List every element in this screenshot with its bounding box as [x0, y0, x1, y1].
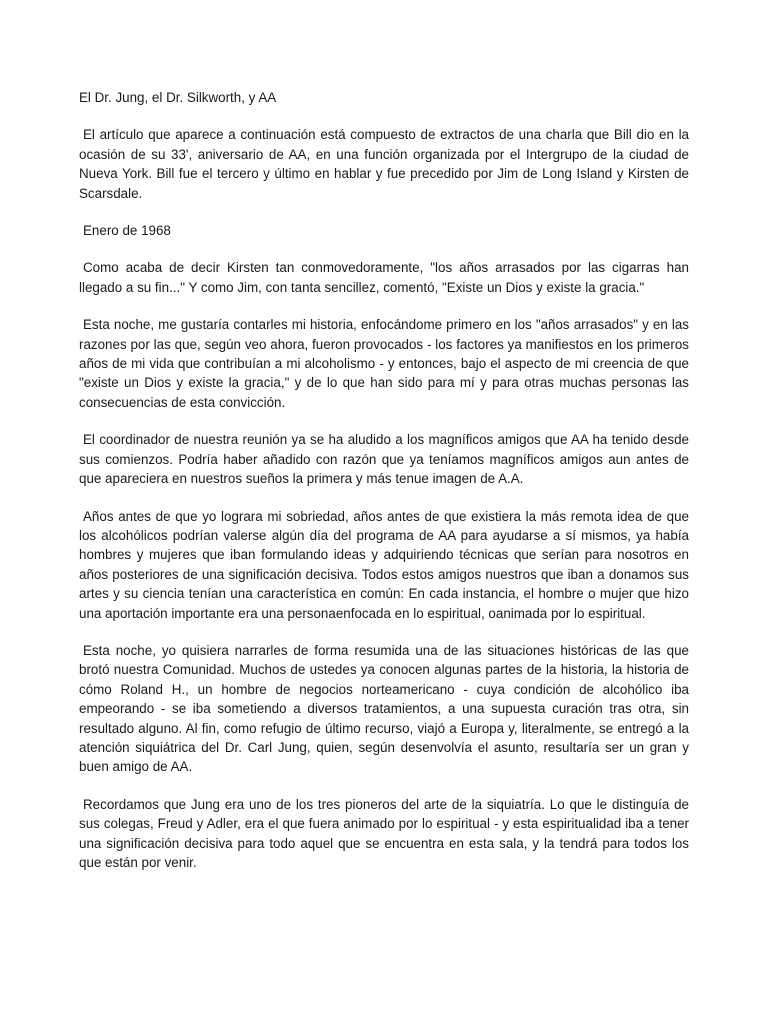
- body-paragraph: Recordamos que Jung era uno de los tres pioneros del arte de la siquiatría. Lo que le distinguía de sus colegas, Freud y Adler, era el que fuera animado por lo espiritual - y esta espiritualidad iba a tener una significación decisiva para todo aquel que se encuentra en esta sala, y la tendrá para todos los que están por venir.: [79, 796, 689, 870]
- document-title: El Dr. Jung, el Dr. Silkworth, y AA: [79, 90, 277, 105]
- body-paragraph: Esta noche, me gustaría contarles mi historia, enfocándome primero en los "años arrasados" y en las razones por las que, según veo ahora, fueron provocados - los factores ya manifiestos en los primeros años de mi vida que contribuían a mi alcoholismo - y entonces, bajo el aspecto de mi creencia de que "existe un Dios y existe la gracia," y de lo que han sido para mí y para otras muchas personas las consecuencias de esta convicción.: [79, 317, 689, 410]
- intro-paragraph: El artículo que aparece a continuación está compuesto de extractos de una charla que Bill dio en la ocasión de su 33', aniversario de AA, en una función organizada por el Intergrupo de la ciudad de Nueva York. Bill fue el tercero y último en hablar y fue precedido por Jim de Long Island y Kirsten de Scarsdale.: [79, 127, 689, 201]
- body-paragraph: Años antes de que yo lograra mi sobriedad, años antes de que existiera la más remota idea de que los alcohólicos podrían valerse algún día del programa de AA para ayudarse a sí mismos, ya había hombres y mujeres que iban formulando ideas y adquiriendo técnicas que serían para nosotros en años posteriores de una significación decisiva. Todos estos amigos nuestros que iban a donamos sus artes y su ciencia tenían una característica en común: En cada instancia, el hombre o mujer que hizo una aportación importante era una personaenfocada en lo espiritual, oanimada por lo espiritual.: [79, 508, 689, 621]
- body-paragraph: Esta noche, yo quisiera narrarles de forma resumida una de las situaciones históricas de las que brotó nuestra Comunidad. Muchos de ustedes ya conocen algunas partes de la historia, la historia de cómo Roland H., un hombre de negocios norteamericano - cuya condición de alcohólico iba empeorando - se iba sometiendo a diversos tratamientos, a una supuesta curación tras otra, sin resultado alguno. Al fin, como refugio de último recurso, viajó a Europa y, literalmente, se entregó a la atención siquiátrica del Dr. Carl Jung, quien, según desenvolvía el asunto, resultaría ser un gran y buen amigo de AA.: [79, 642, 689, 775]
- date-line: Enero de 1968: [83, 223, 171, 239]
- document-page: [79, 88, 689, 890]
- body-paragraph: Como acaba de decir Kirsten tan conmovedoramente, "los años arrasados por las cigarras han llegado a su fin..." Y como Jim, con tanta sencillez, comentó, "Existe un Dios y existe la gracia.": [79, 260, 689, 295]
- body-paragraph: El coordinador de nuestra reunión ya se ha aludido a los magníficos amigos que AA ha tenido desde sus comienzos. Podría haber añadido con razón que ya teníamos magníficos amigos aun antes de que apareciera en nuestros sueños la primera y más tenue imagen de A.A.: [79, 432, 689, 487]
